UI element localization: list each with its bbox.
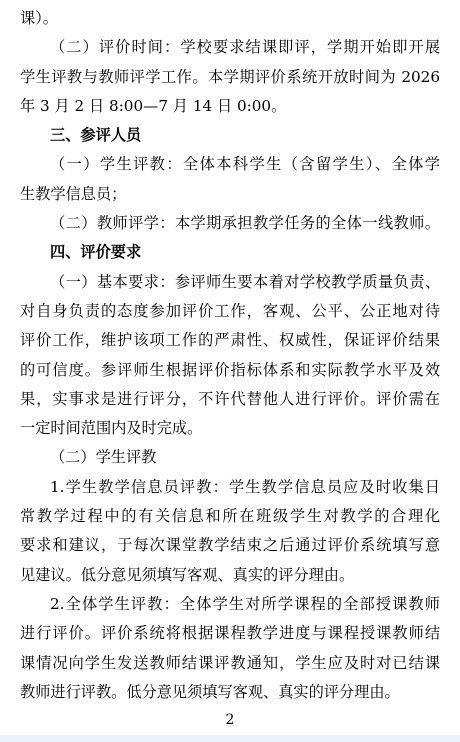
text-line: 果，实事求是进行评分，不许代替他人进行评价。评价需在 bbox=[20, 389, 440, 408]
paragraph-evaluation-time: （二）评价时间：学校要求结课即评，学期开始即开展 bbox=[50, 38, 440, 57]
text-line: 学生评教与教师评学工作。本学期评价系统开放时间为 2026 bbox=[20, 67, 440, 86]
text-line: 年 3 月 2 日 8:00—7 月 14 日 0:00。 bbox=[20, 96, 287, 115]
section-heading-participants: 三、参评人员 bbox=[50, 126, 142, 145]
paragraph-student-evaluation: （一）学生评教：全体本科学生（含留学生）、全体学 bbox=[50, 155, 440, 174]
text-line: 常教学过程中的有关信息和所在班级学生对教学的合理化 bbox=[20, 507, 440, 526]
paragraph-all-students-evaluation: 2.全体学生评教：全体学生对所学课程的全部授课教师 bbox=[50, 594, 440, 613]
text-line: 进行评价。评价系统将根据课程教学进度与课程授课教师结 bbox=[20, 624, 440, 643]
text-line: 一定时间范围内及时完成。 bbox=[20, 419, 203, 438]
text-line: 见建议。低分意见须填写客观、真实的评分理由。 bbox=[20, 565, 355, 584]
section-heading-requirements: 四、评价要求 bbox=[50, 243, 142, 262]
paragraph-teacher-evaluation: （二）教师评学：本学期承担教学任务的全体一线教师。 bbox=[50, 214, 440, 233]
text-line: 课情况向学生发送教师结课评教通知，学生应及时对已结课 bbox=[20, 653, 440, 672]
subheading-student-evaluation: （二）学生评教 bbox=[50, 448, 157, 467]
paragraph-basic-requirements: （一）基本要求：参评师生要本着对学校教学质量负责、 bbox=[50, 272, 440, 291]
text-line: 教师进行评教。低分意见须填写客观、真实的评分理由。 bbox=[20, 682, 400, 701]
text-line: 要求和建议，于每次课堂教学结束之后通过评价系统填写意 bbox=[20, 536, 440, 555]
text-line: 评价工作，维护该项工作的严肃性、权威性，保证评价结果 bbox=[20, 331, 440, 350]
text-line: 生教学信息员； bbox=[20, 184, 127, 203]
text-line: 对自身负责的态度参加评价工作，客观、公平、公正地对待 bbox=[20, 301, 440, 320]
page-bottom-edge bbox=[0, 735, 460, 742]
text-line: 课）。 bbox=[20, 9, 58, 27]
document-body bbox=[20, 4, 440, 707]
paragraph-info-officer-evaluation: 1.学生教学信息员评教：学生教学信息员应及时收集日 bbox=[50, 477, 440, 496]
page-number: 2 bbox=[225, 712, 235, 728]
text-line: 的可信度。参评师生根据评价指标体系和实际教学水平及效 bbox=[20, 360, 440, 379]
